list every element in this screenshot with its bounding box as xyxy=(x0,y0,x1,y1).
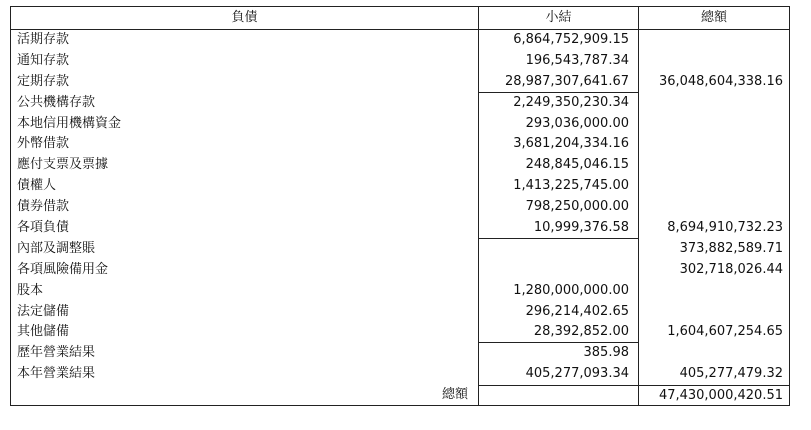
header-liabilities: 負債 xyxy=(10,7,478,29)
row-label: 法定儲備 xyxy=(10,302,478,323)
row-subtotal: 10,999,376.58 xyxy=(478,218,638,239)
row-subtotal: 1,280,000,000.00 xyxy=(478,281,638,302)
row-label: 債券借款 xyxy=(10,197,478,218)
row-total xyxy=(638,281,790,302)
row-total xyxy=(638,93,790,114)
row-subtotal xyxy=(478,260,638,281)
table-row xyxy=(10,30,790,51)
grand-total: 47,430,000,420.51 xyxy=(638,385,790,406)
row-total: 36,048,604,338.16 xyxy=(638,72,790,93)
row-subtotal xyxy=(478,239,638,260)
row-label: 應付支票及票據 xyxy=(10,155,478,176)
row-label: 通知存款 xyxy=(10,51,478,72)
row-subtotal: 798,250,000.00 xyxy=(478,197,638,218)
row-total xyxy=(638,51,790,72)
row-subtotal: 405,277,093.34 xyxy=(478,364,638,385)
row-total: 405,277,479.32 xyxy=(638,364,790,385)
row-total: 8,694,910,732.23 xyxy=(638,218,790,239)
row-total xyxy=(638,155,790,176)
table-row xyxy=(10,218,790,239)
row-label: 外幣借款 xyxy=(10,134,478,155)
total-subtotal xyxy=(478,385,638,406)
header-subtotal: 小結 xyxy=(478,7,638,29)
row-subtotal: 3,681,204,334.16 xyxy=(478,134,638,155)
table-row xyxy=(10,281,790,302)
table-body xyxy=(10,30,790,385)
total-label: 總額 xyxy=(10,385,478,406)
table-row xyxy=(10,93,790,114)
row-total xyxy=(638,343,790,364)
table-row xyxy=(10,72,790,93)
row-label: 定期存款 xyxy=(10,72,478,93)
row-label: 活期存款 xyxy=(10,30,478,51)
row-total: 1,604,607,254.65 xyxy=(638,322,790,343)
row-total xyxy=(638,114,790,135)
row-subtotal: 2,249,350,230.34 xyxy=(478,93,638,114)
row-label: 各項負債 xyxy=(10,218,478,239)
total-row xyxy=(10,385,790,406)
row-total: 373,882,589.71 xyxy=(638,239,790,260)
row-subtotal: 296,214,402.65 xyxy=(478,302,638,323)
table-row xyxy=(10,260,790,281)
row-label: 本地信用機構資金 xyxy=(10,114,478,135)
row-label: 股本 xyxy=(10,281,478,302)
row-subtotal: 28,987,307,641.67 xyxy=(478,72,638,93)
table-row xyxy=(10,176,790,197)
row-subtotal: 248,845,046.15 xyxy=(478,155,638,176)
table-row xyxy=(10,134,790,155)
table-row xyxy=(10,302,790,323)
row-total xyxy=(638,30,790,51)
row-total xyxy=(638,197,790,218)
row-total xyxy=(638,176,790,197)
row-label: 本年營業結果 xyxy=(10,364,478,385)
row-total xyxy=(638,302,790,323)
table-row xyxy=(10,155,790,176)
row-label: 其他儲備 xyxy=(10,322,478,343)
row-label: 歷年營業結果 xyxy=(10,343,478,364)
row-label: 各項風險備用金 xyxy=(10,260,478,281)
row-label: 內部及調整賬 xyxy=(10,239,478,260)
row-subtotal: 1,413,225,745.00 xyxy=(478,176,638,197)
table-row xyxy=(10,322,790,343)
table-row xyxy=(10,197,790,218)
table-row xyxy=(10,343,790,364)
header-total: 總額 xyxy=(638,7,790,29)
table-header xyxy=(10,6,790,30)
row-total: 302,718,026.44 xyxy=(638,260,790,281)
row-subtotal: 28,392,852.00 xyxy=(478,322,638,343)
row-subtotal: 293,036,000.00 xyxy=(478,114,638,135)
row-subtotal: 196,543,787.34 xyxy=(478,51,638,72)
row-subtotal: 385.98 xyxy=(478,343,638,364)
table-row xyxy=(10,239,790,260)
row-label: 公共機構存款 xyxy=(10,93,478,114)
liabilities-table xyxy=(10,6,790,406)
table-row xyxy=(10,51,790,72)
row-subtotal: 6,864,752,909.15 xyxy=(478,30,638,51)
row-total xyxy=(638,134,790,155)
table-row xyxy=(10,364,790,385)
row-label: 債權人 xyxy=(10,176,478,197)
table-row xyxy=(10,114,790,135)
